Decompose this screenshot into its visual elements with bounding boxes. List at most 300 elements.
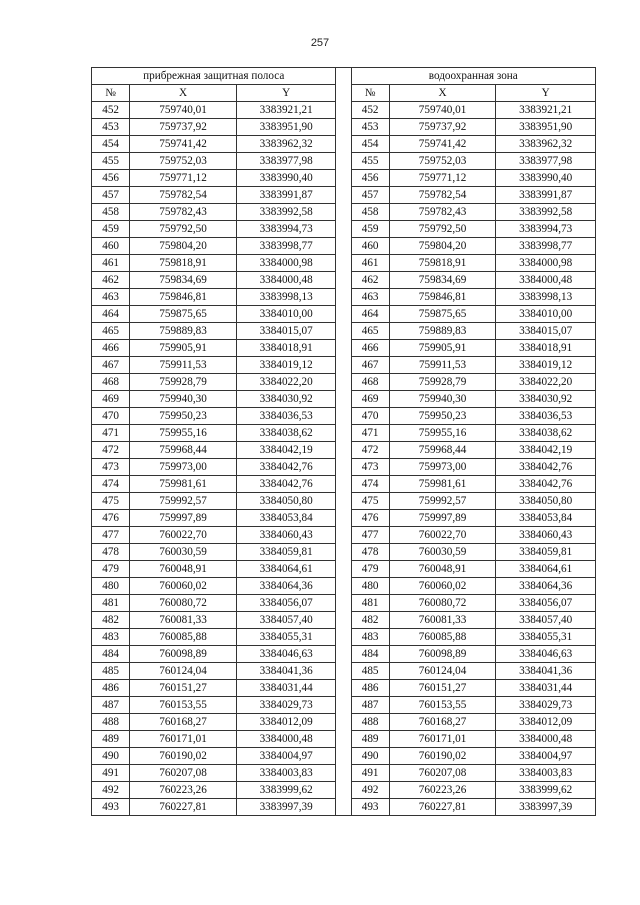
left-x-value: 760048,91 [130, 561, 237, 578]
table-row [92, 714, 596, 731]
right-point-number: 470 [351, 408, 389, 425]
left-x-value: 759955,16 [130, 425, 237, 442]
left-point-number: 458 [92, 204, 130, 221]
left-y-value: 3383998,77 [236, 238, 336, 255]
right-y-value: 3384059,81 [496, 544, 596, 561]
table-row [92, 374, 596, 391]
column-gap [336, 221, 351, 238]
right-y-value: 3384010,00 [496, 306, 596, 323]
right-y-value: 3384019,12 [496, 357, 596, 374]
left-x-value: 760080,72 [130, 595, 237, 612]
right-y-value: 3384060,43 [496, 527, 596, 544]
right-x-value: 759997,89 [389, 510, 496, 527]
left-x-value: 759950,23 [130, 408, 237, 425]
right-point-number: 477 [351, 527, 389, 544]
left-point-number: 463 [92, 289, 130, 306]
right-y-value: 3383962,32 [496, 136, 596, 153]
table-row [92, 340, 596, 357]
left-y-value: 3383990,40 [236, 170, 336, 187]
table-row [92, 544, 596, 561]
left-point-number: 457 [92, 187, 130, 204]
left-y-value: 3384057,40 [236, 612, 336, 629]
left-x-value: 760171,01 [130, 731, 237, 748]
right-x-value: 759992,57 [389, 493, 496, 510]
left-x-value: 760030,59 [130, 544, 237, 561]
column-gap [336, 476, 351, 493]
right-x-value: 760022,70 [389, 527, 496, 544]
right-point-number: 460 [351, 238, 389, 255]
left-x-value: 760227,81 [130, 799, 237, 816]
right-y-value: 3383977,98 [496, 153, 596, 170]
column-gap [336, 510, 351, 527]
left-point-number: 474 [92, 476, 130, 493]
table-row [92, 408, 596, 425]
right-point-number: 479 [351, 561, 389, 578]
right-point-number: 485 [351, 663, 389, 680]
left-point-number: 475 [92, 493, 130, 510]
column-gap [336, 646, 351, 663]
table-row [92, 306, 596, 323]
left-point-number: 462 [92, 272, 130, 289]
left-y-value: 3384036,53 [236, 408, 336, 425]
left-x-value: 759911,53 [130, 357, 237, 374]
left-y-header: Y [236, 85, 336, 102]
left-point-number: 455 [92, 153, 130, 170]
left-point-number: 486 [92, 680, 130, 697]
left-x-value: 759740,01 [130, 102, 237, 119]
left-x-value: 759889,83 [130, 323, 237, 340]
column-gap [336, 442, 351, 459]
left-y-value: 3384000,48 [236, 272, 336, 289]
left-num-header: № [92, 85, 130, 102]
column-gap [336, 629, 351, 646]
right-y-value: 3383990,40 [496, 170, 596, 187]
right-point-number: 455 [351, 153, 389, 170]
column-gap [336, 459, 351, 476]
column-gap [336, 68, 351, 85]
left-point-number: 454 [92, 136, 130, 153]
right-x-value: 759928,79 [389, 374, 496, 391]
left-x-value: 759905,91 [130, 340, 237, 357]
left-point-number: 482 [92, 612, 130, 629]
table-row [92, 493, 596, 510]
column-gap [336, 323, 351, 340]
left-point-number: 484 [92, 646, 130, 663]
right-y-value: 3384042,76 [496, 459, 596, 476]
left-point-number: 461 [92, 255, 130, 272]
right-point-number: 493 [351, 799, 389, 816]
column-gap [336, 238, 351, 255]
right-point-number: 468 [351, 374, 389, 391]
table-row [92, 204, 596, 221]
right-x-value: 759792,50 [389, 221, 496, 238]
right-x-value: 759740,01 [389, 102, 496, 119]
right-y-header: Y [496, 85, 596, 102]
left-x-value: 760022,70 [130, 527, 237, 544]
right-point-number: 490 [351, 748, 389, 765]
column-gap [336, 714, 351, 731]
table-row [92, 527, 596, 544]
right-point-number: 464 [351, 306, 389, 323]
left-y-value: 3384018,91 [236, 340, 336, 357]
right-x-value: 760081,33 [389, 612, 496, 629]
right-y-value: 3384036,53 [496, 408, 596, 425]
left-point-number: 460 [92, 238, 130, 255]
column-gap [336, 136, 351, 153]
column-gap [336, 119, 351, 136]
left-y-value: 3384042,76 [236, 476, 336, 493]
table-row [92, 612, 596, 629]
right-point-number: 491 [351, 765, 389, 782]
right-x-value: 760227,81 [389, 799, 496, 816]
left-point-number: 472 [92, 442, 130, 459]
left-y-value: 3384010,00 [236, 306, 336, 323]
left-y-value: 3383977,98 [236, 153, 336, 170]
left-y-value: 3384041,36 [236, 663, 336, 680]
left-y-value: 3383994,73 [236, 221, 336, 238]
column-gap [336, 493, 351, 510]
table-row [92, 187, 596, 204]
right-x-value: 759968,44 [389, 442, 496, 459]
left-point-number: 483 [92, 629, 130, 646]
column-gap [336, 765, 351, 782]
column-gap [336, 799, 351, 816]
left-group-header: прибрежная защитная полоса [92, 68, 336, 85]
column-gap [336, 153, 351, 170]
right-x-value: 759804,20 [389, 238, 496, 255]
table-row [92, 663, 596, 680]
right-x-value: 760153,55 [389, 697, 496, 714]
left-point-number: 488 [92, 714, 130, 731]
right-y-value: 3384000,98 [496, 255, 596, 272]
right-x-value: 759834,69 [389, 272, 496, 289]
right-x-value: 759955,16 [389, 425, 496, 442]
right-y-value: 3384004,97 [496, 748, 596, 765]
right-y-value: 3384042,76 [496, 476, 596, 493]
right-y-value: 3383994,73 [496, 221, 596, 238]
right-y-value: 3383997,39 [496, 799, 596, 816]
left-y-value: 3384064,61 [236, 561, 336, 578]
left-point-number: 467 [92, 357, 130, 374]
table-row [92, 476, 596, 493]
column-gap [336, 731, 351, 748]
right-x-value: 760168,27 [389, 714, 496, 731]
right-x-value: 760171,01 [389, 731, 496, 748]
left-point-number: 465 [92, 323, 130, 340]
left-y-value: 3384042,19 [236, 442, 336, 459]
right-point-number: 466 [351, 340, 389, 357]
table-row [92, 323, 596, 340]
table-row [92, 799, 596, 816]
column-gap [336, 340, 351, 357]
right-y-value: 3384056,07 [496, 595, 596, 612]
table-row [92, 697, 596, 714]
table-row [92, 425, 596, 442]
right-point-number: 481 [351, 595, 389, 612]
left-x-value: 759973,00 [130, 459, 237, 476]
left-y-value: 3384059,81 [236, 544, 336, 561]
left-y-value: 3384053,84 [236, 510, 336, 527]
table-row [92, 510, 596, 527]
right-point-number: 467 [351, 357, 389, 374]
table-row [92, 765, 596, 782]
right-x-value: 760190,02 [389, 748, 496, 765]
right-x-value: 760060,02 [389, 578, 496, 595]
left-y-value: 3384029,73 [236, 697, 336, 714]
right-point-number: 484 [351, 646, 389, 663]
table-row [92, 357, 596, 374]
right-point-number: 475 [351, 493, 389, 510]
left-x-value: 759818,91 [130, 255, 237, 272]
left-point-number: 493 [92, 799, 130, 816]
column-header-row [92, 85, 596, 102]
left-point-number: 481 [92, 595, 130, 612]
column-gap [336, 663, 351, 680]
column-gap [336, 187, 351, 204]
right-x-value: 760098,89 [389, 646, 496, 663]
left-point-number: 459 [92, 221, 130, 238]
left-x-value: 759782,43 [130, 204, 237, 221]
right-x-value: 759911,53 [389, 357, 496, 374]
table-row [92, 289, 596, 306]
left-point-number: 490 [92, 748, 130, 765]
left-x-value: 759968,44 [130, 442, 237, 459]
table-row [92, 153, 596, 170]
left-x-value: 760153,55 [130, 697, 237, 714]
right-point-number: 459 [351, 221, 389, 238]
right-x-header: X [389, 85, 496, 102]
right-point-number: 480 [351, 578, 389, 595]
right-point-number: 471 [351, 425, 389, 442]
left-point-number: 479 [92, 561, 130, 578]
coordinates-table-body [92, 68, 596, 816]
right-x-value: 760048,91 [389, 561, 496, 578]
table-row [92, 255, 596, 272]
left-x-value: 760168,27 [130, 714, 237, 731]
column-gap [336, 527, 351, 544]
left-y-value: 3384038,62 [236, 425, 336, 442]
left-y-value: 3384042,76 [236, 459, 336, 476]
right-x-value: 760223,26 [389, 782, 496, 799]
left-y-value: 3384019,12 [236, 357, 336, 374]
right-point-number: 492 [351, 782, 389, 799]
right-x-value: 759771,12 [389, 170, 496, 187]
left-x-value: 759997,89 [130, 510, 237, 527]
left-x-value: 760223,26 [130, 782, 237, 799]
left-x-value: 759804,20 [130, 238, 237, 255]
right-point-number: 489 [351, 731, 389, 748]
right-y-value: 3383999,62 [496, 782, 596, 799]
right-y-value: 3383992,58 [496, 204, 596, 221]
left-x-value: 760124,04 [130, 663, 237, 680]
right-x-value: 759905,91 [389, 340, 496, 357]
left-x-value: 759782,54 [130, 187, 237, 204]
left-y-value: 3384056,07 [236, 595, 336, 612]
table-row [92, 578, 596, 595]
right-point-number: 476 [351, 510, 389, 527]
table-row [92, 561, 596, 578]
left-point-number: 478 [92, 544, 130, 561]
right-point-number: 486 [351, 680, 389, 697]
column-gap [336, 85, 351, 102]
left-x-value: 759737,92 [130, 119, 237, 136]
left-x-value: 759741,42 [130, 136, 237, 153]
table-row [92, 595, 596, 612]
left-x-value: 760207,08 [130, 765, 237, 782]
left-y-value: 3383999,62 [236, 782, 336, 799]
left-x-value: 759846,81 [130, 289, 237, 306]
left-y-value: 3383991,87 [236, 187, 336, 204]
column-gap [336, 272, 351, 289]
right-point-number: 461 [351, 255, 389, 272]
right-point-number: 482 [351, 612, 389, 629]
table-row [92, 238, 596, 255]
left-point-number: 471 [92, 425, 130, 442]
column-gap [336, 408, 351, 425]
column-gap [336, 612, 351, 629]
left-point-number: 480 [92, 578, 130, 595]
table-row [92, 170, 596, 187]
left-y-value: 3384050,80 [236, 493, 336, 510]
table-row [92, 629, 596, 646]
right-point-number: 454 [351, 136, 389, 153]
column-gap [336, 255, 351, 272]
left-point-number: 453 [92, 119, 130, 136]
right-x-value: 759950,23 [389, 408, 496, 425]
column-gap [336, 561, 351, 578]
column-gap [336, 782, 351, 799]
table-row [92, 748, 596, 765]
right-y-value: 3384030,92 [496, 391, 596, 408]
left-point-number: 485 [92, 663, 130, 680]
column-gap [336, 170, 351, 187]
left-x-value: 759940,30 [130, 391, 237, 408]
right-y-value: 3384000,48 [496, 272, 596, 289]
right-y-value: 3384012,09 [496, 714, 596, 731]
left-y-value: 3383998,13 [236, 289, 336, 306]
left-point-number: 456 [92, 170, 130, 187]
right-y-value: 3384046,63 [496, 646, 596, 663]
right-point-number: 453 [351, 119, 389, 136]
right-y-value: 3384022,20 [496, 374, 596, 391]
left-point-number: 473 [92, 459, 130, 476]
table-row [92, 459, 596, 476]
left-x-header: X [130, 85, 237, 102]
left-y-value: 3384031,44 [236, 680, 336, 697]
left-x-value: 760151,27 [130, 680, 237, 697]
table-row [92, 136, 596, 153]
left-y-value: 3384004,97 [236, 748, 336, 765]
right-y-value: 3383921,21 [496, 102, 596, 119]
left-x-value: 759875,65 [130, 306, 237, 323]
column-gap [336, 289, 351, 306]
right-y-value: 3384064,36 [496, 578, 596, 595]
column-gap [336, 306, 351, 323]
right-num-header: № [351, 85, 389, 102]
column-gap [336, 595, 351, 612]
right-y-value: 3383951,90 [496, 119, 596, 136]
table-row [92, 102, 596, 119]
left-y-value: 3384000,98 [236, 255, 336, 272]
left-y-value: 3384055,31 [236, 629, 336, 646]
left-point-number: 489 [92, 731, 130, 748]
left-y-value: 3384012,09 [236, 714, 336, 731]
right-y-value: 3384041,36 [496, 663, 596, 680]
coordinates-table [91, 67, 596, 816]
column-gap [336, 374, 351, 391]
left-y-value: 3384064,36 [236, 578, 336, 595]
left-x-value: 760085,88 [130, 629, 237, 646]
right-y-value: 3384064,61 [496, 561, 596, 578]
table-row [92, 782, 596, 799]
right-y-value: 3384042,19 [496, 442, 596, 459]
group-header-row [92, 68, 596, 85]
left-y-value: 3383997,39 [236, 799, 336, 816]
left-x-value: 760098,89 [130, 646, 237, 663]
right-point-number: 478 [351, 544, 389, 561]
table-row [92, 391, 596, 408]
column-gap [336, 544, 351, 561]
column-gap [336, 204, 351, 221]
right-y-value: 3383998,77 [496, 238, 596, 255]
right-point-number: 474 [351, 476, 389, 493]
left-point-number: 491 [92, 765, 130, 782]
right-x-value: 759846,81 [389, 289, 496, 306]
right-y-value: 3384029,73 [496, 697, 596, 714]
left-y-value: 3383962,32 [236, 136, 336, 153]
right-y-value: 3384057,40 [496, 612, 596, 629]
left-y-value: 3384046,63 [236, 646, 336, 663]
table-row [92, 272, 596, 289]
right-y-value: 3384055,31 [496, 629, 596, 646]
table-row [92, 221, 596, 238]
right-y-value: 3384003,83 [496, 765, 596, 782]
right-y-value: 3384015,07 [496, 323, 596, 340]
right-y-value: 3383991,87 [496, 187, 596, 204]
right-point-number: 469 [351, 391, 389, 408]
right-y-value: 3384053,84 [496, 510, 596, 527]
right-point-number: 483 [351, 629, 389, 646]
left-x-value: 759771,12 [130, 170, 237, 187]
left-x-value: 759792,50 [130, 221, 237, 238]
table-row [92, 680, 596, 697]
table-row [92, 646, 596, 663]
left-x-value: 759928,79 [130, 374, 237, 391]
page-number: 257 [310, 37, 330, 49]
right-x-value: 759981,61 [389, 476, 496, 493]
left-y-value: 3383992,58 [236, 204, 336, 221]
left-point-number: 452 [92, 102, 130, 119]
left-x-value: 760190,02 [130, 748, 237, 765]
right-x-value: 760080,72 [389, 595, 496, 612]
left-point-number: 468 [92, 374, 130, 391]
left-point-number: 466 [92, 340, 130, 357]
right-y-value: 3384050,80 [496, 493, 596, 510]
left-x-value: 759981,61 [130, 476, 237, 493]
right-point-number: 462 [351, 272, 389, 289]
column-gap [336, 102, 351, 119]
right-point-number: 452 [351, 102, 389, 119]
right-x-value: 759782,54 [389, 187, 496, 204]
left-y-value: 3384060,43 [236, 527, 336, 544]
right-point-number: 465 [351, 323, 389, 340]
right-point-number: 463 [351, 289, 389, 306]
right-x-value: 759737,92 [389, 119, 496, 136]
left-point-number: 487 [92, 697, 130, 714]
right-x-value: 759940,30 [389, 391, 496, 408]
column-gap [336, 680, 351, 697]
column-gap [336, 748, 351, 765]
